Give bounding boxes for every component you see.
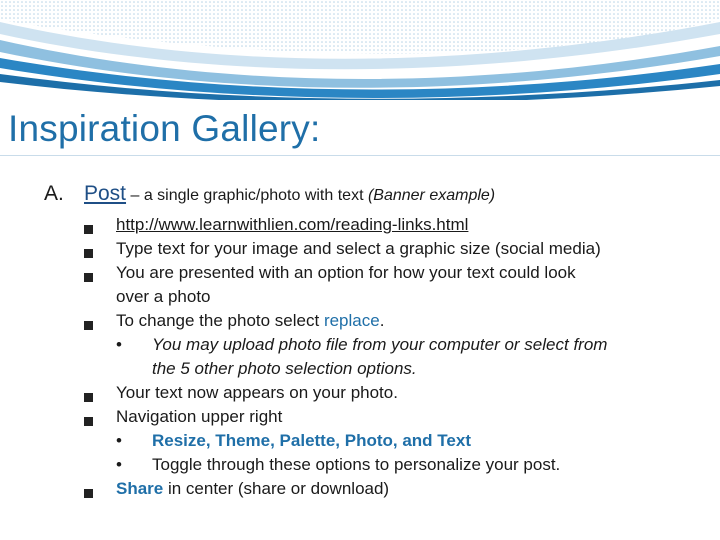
- square-bullet-icon: [84, 321, 93, 330]
- instruction-link[interactable]: http://www.learnwithlien.com/reading-links.html: [116, 215, 469, 234]
- round-bullet-icon: •: [116, 431, 122, 450]
- list-item-text: in center (share or download): [163, 479, 390, 498]
- square-bullet-icon: [84, 249, 93, 258]
- sub-list-item: You may upload photo file from your computer or select from: [152, 335, 608, 354]
- title-divider: [0, 155, 720, 156]
- section-example: (Banner example): [367, 187, 496, 204]
- header-swoosh-decoration: [0, 0, 720, 100]
- list-item: Navigation upper right: [116, 407, 283, 426]
- keyword-share: Share: [116, 479, 164, 498]
- sub-list-item-continuation: the 5 other photo selection options.: [152, 359, 417, 378]
- square-bullet-icon: [84, 489, 93, 498]
- list-item: [116, 309, 384, 333]
- square-bullet-icon: [84, 273, 93, 282]
- section-heading-link[interactable]: Post: [84, 182, 127, 205]
- keyword-replace: replace: [323, 311, 380, 330]
- list-item-continuation: over a photo: [116, 287, 211, 306]
- list-item-text: .: [379, 311, 385, 330]
- sub-list-item: Toggle through these options to personalize your post.: [152, 455, 561, 474]
- square-bullet-icon: [84, 417, 93, 426]
- section-letter: A.: [44, 182, 64, 205]
- list-item: You are presented with an option for how your text could look: [116, 263, 576, 282]
- section-description: – a single graphic/photo with text: [126, 187, 368, 204]
- list-item: Type text for your image and select a graphic size (social media): [116, 239, 601, 258]
- list-item-text: To change the photo select: [116, 311, 324, 330]
- square-bullet-icon: [84, 225, 93, 234]
- list-item: [116, 477, 389, 501]
- sub-list-item: Resize, Theme, Palette, Photo, and Text: [152, 431, 471, 450]
- slide-title: Inspiration Gallery:: [8, 108, 321, 149]
- round-bullet-icon: •: [116, 455, 122, 474]
- list-item: Your text now appears on your photo.: [116, 383, 398, 402]
- section-heading: [44, 182, 495, 206]
- square-bullet-icon: [84, 393, 93, 402]
- round-bullet-icon: •: [116, 335, 122, 354]
